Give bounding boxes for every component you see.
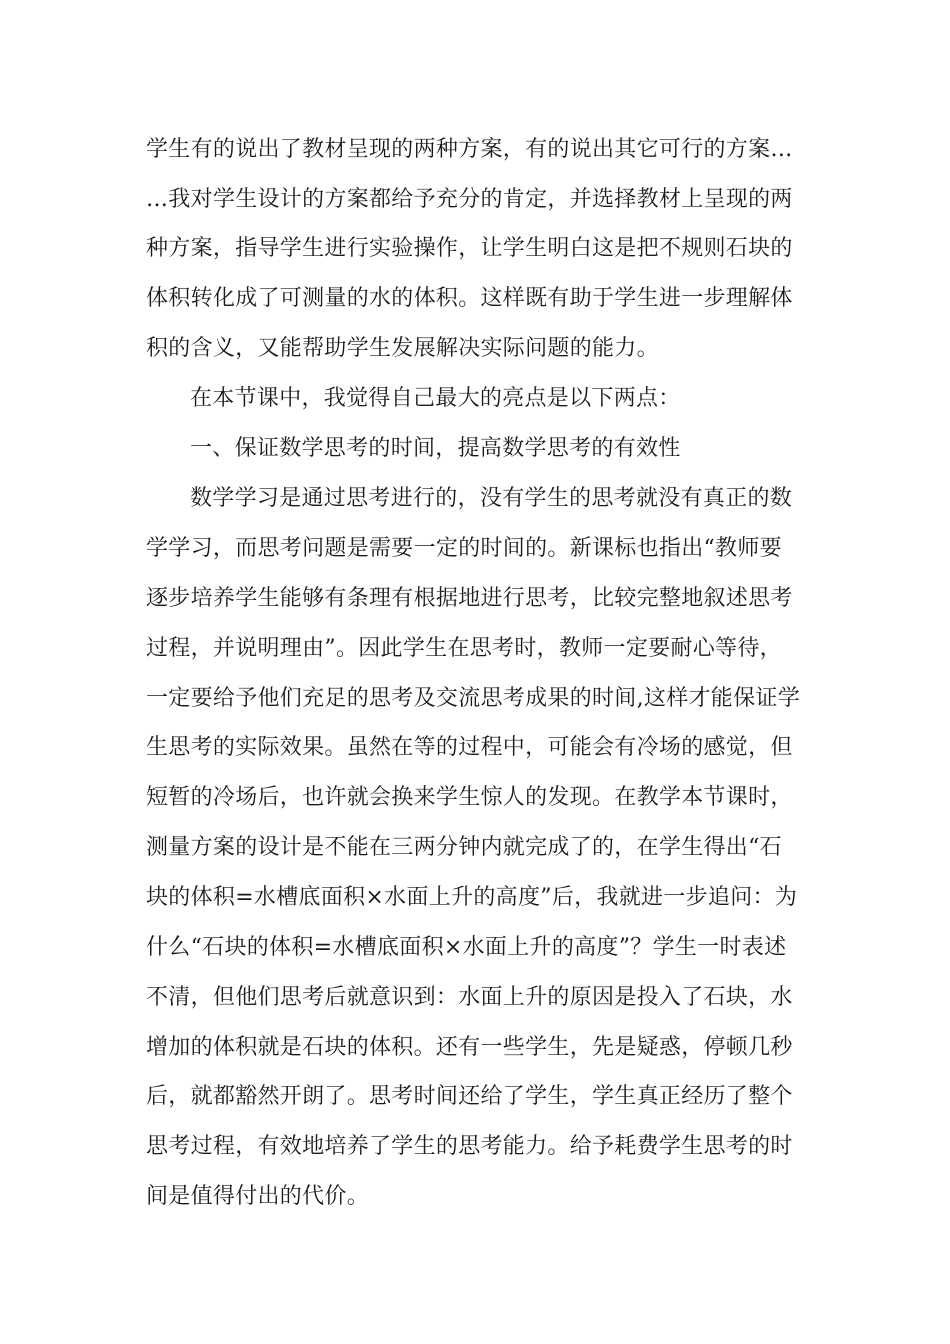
section-heading: 一、保证数学思考的时间，提高数学思考的有效性 [190,436,681,461]
paragraph-start-line: 在本节课中，我觉得自己最大的亮点是以下两点： [190,386,681,411]
text-line: 生思考的实际效果。虽然在等的过程中，可能会有冷场的感觉，但 [146,735,793,760]
text-line: 学学习，而思考问题是需要一定的时间的。新课标也指出“教师要 [146,536,782,561]
text-line: 增加的体积就是石块的体积。还有一些学生，先是疑惑，停顿几秒 [146,1035,793,1060]
text-line: …我对学生设计的方案都给予充分的肯定，并选择教材上呈现的两 [146,187,793,212]
text-line: 一定要给予他们充足的思考及交流思考成果的时间,这样才能保证学 [146,686,800,711]
text-line: 短暂的冷场后，也许就会换来学生惊人的发现。在教学本节课时， [146,785,793,810]
text-line: 思考过程，有效地培养了学生的思考能力。给予耗费学生思考的时 [146,1134,793,1159]
text-line: 学生有的说出了教材呈现的两种方案，有的说出其它可行的方案… [146,137,793,162]
text-line: 什么“石块的体积=水槽底面积×水面上升的高度”？学生一时表述 [146,935,787,960]
text-line: 间是值得付出的代价。 [146,1184,370,1209]
text-line: 测量方案的设计是不能在三两分钟内就完成了的，在学生得出“石 [146,835,782,860]
text-line: 块的体积=水槽底面积×水面上升的高度”后，我就进一步追问：为 [146,885,798,910]
paragraph-start-line: 数学学习是通过思考进行的，没有学生的思考就没有真正的数 [190,486,793,511]
text-line: 不清，但他们思考后就意识到：水面上升的原因是投入了石块，水 [146,985,793,1010]
text-line: 积的含义，又能帮助学生发展解决实际问题的能力。 [146,336,659,361]
text-line: 过程，并说明理由”。因此学生在思考时，教师一定要耐心等待， [146,636,782,661]
text-line: 逐步培养学生能够有条理有根据地进行思考，比较完整地叙述思考 [146,586,793,611]
text-line: 种方案，指导学生进行实验操作，让学生明白这是把不规则石块的 [146,236,793,261]
text-line: 体积转化成了可测量的水的体积。这样既有助于学生进一步理解体 [146,286,793,311]
text-line: 后，就都豁然开朗了。思考时间还给了学生，学生真正经历了整个 [146,1084,793,1109]
